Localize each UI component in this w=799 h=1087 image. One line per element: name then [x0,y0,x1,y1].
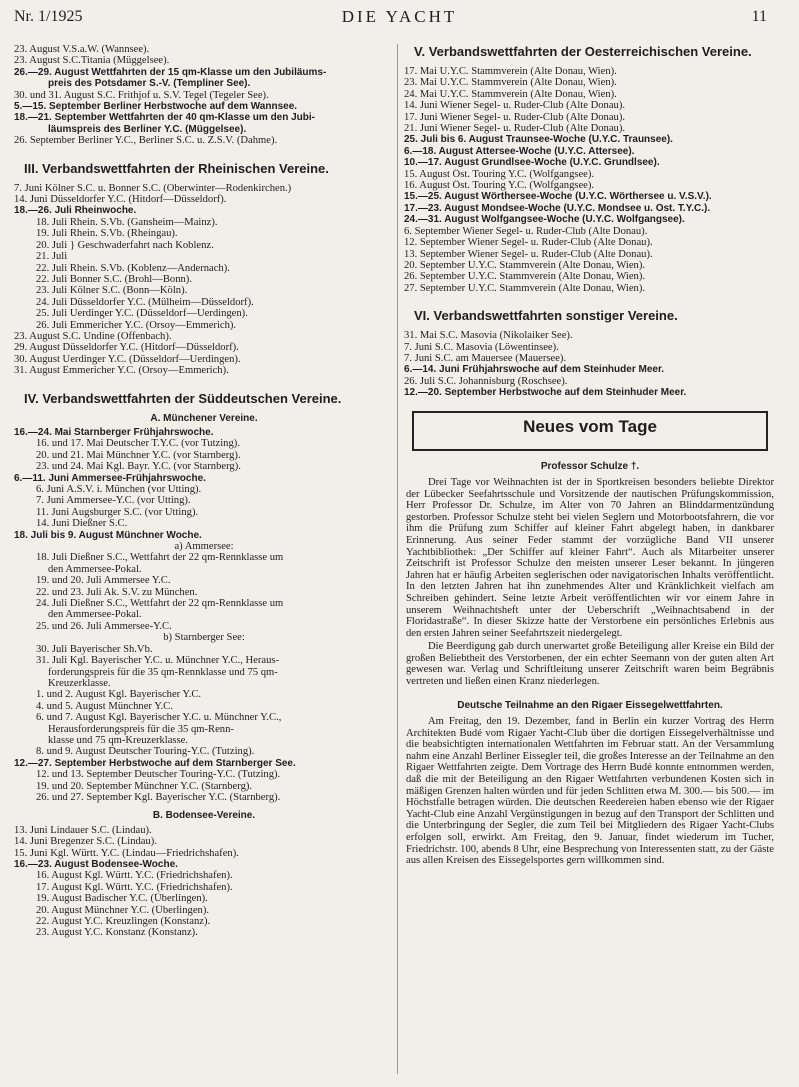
schedule-entry: 26. Juli S.C. Johannisburg (Roschsee). [404,375,568,387]
schedule-entry: 16. und 17. Mai Deutscher T.Y.C. (vor Tutzing). [36,438,240,450]
page-number: 11 [751,8,767,25]
schedule-entry: 7. Juni Ammersee-Y.C. (vor Utting). [36,495,191,507]
news-box-title: Neues vom Tage [523,416,657,436]
schedule-entry: 11. Juni Augsburger S.C. (vor Utting). [36,506,199,518]
schedule-entry: 18. Juli Dießner S.C., Wettfahrt der 22 qm-Rennklasse um [36,552,284,564]
schedule-entry: 20. August Münchner Y.C. (Überlingen). [36,904,210,916]
schedule-entry: klasse und 75 qm-Kreuzerklasse. [48,734,189,746]
schedule-entry: 25. und 26. Juli Ammersee-Y.C. [36,620,172,632]
schedule-entry: 26. und 27. September Kgl. Bayerischer Y.C. (Starnberg). [36,791,281,803]
schedule-entry: 12. und 13. September Deutscher Touring-Y.C. (Tutzing). [36,769,281,781]
schedule-entry: 19. und 20. September Münchner Y.C. (Starnberg). [36,780,253,792]
schedule-entry: 7. Juni S.C. Masovia (Löwentinsee). [404,341,559,353]
berlin-schedule [14,44,394,147]
schedule-entry: 23. und 24. Mai Kgl. Bayr. Y.C. (vor Starnberg). [36,461,241,473]
schedule-entry: 30. August Uerdinger Y.C. (Düsseldorf—Uerdingen). [14,353,241,365]
schedule-entry: 29. August Düsseldorfer Y.C. (Hitdorf—Düsseldorf). [14,342,239,354]
section-6-title: VI. Verbandswettfahrten sonstiger Vereine. [414,308,678,324]
schedule-entry: 22. und 23. Juli Ak. S.V. zu München. [36,586,198,598]
schedule-entry: 16. August Kgl. Württ. Y.C. (Friedrichshafen). [36,870,233,882]
schedule-entry: 22. Juli Bonner S.C. (Brohl—Bonn). [36,273,192,285]
schedule-entry: Herausforderungspreis für die 35 qm-Renn- [48,723,234,735]
schedule-entry: 13. September Wiener Segel- u. Ruder-Club (Alte Donau). [404,248,653,260]
schedule-entry: 14. Juni Dießner S.C. [36,518,128,530]
schedule-entry: 23. August S.C.Titania (Müggelsee). [14,55,170,67]
schedule-entry: 23. August V.S.a.W. (Wannsee). [14,44,150,55]
schedule-entry: 25. Juli Uerdinger Y.C. (Düsseldorf—Uerdingen). [36,308,248,320]
schedule-entry: 14. Juni Düsseldorfer Y.C. (Hitdorf—Düsseldorf). [14,194,227,206]
schedule-entry: 19. und 20. Juli Ammersee Y.C. [36,575,171,587]
schedule-entry: 6. Juni A.S.V. i. München (vor Utting). [36,484,202,495]
schedule-entry: 26. September Berliner Y.C., Berliner S.C. u. Z.S.V. (Dahme). [14,135,278,147]
schedule-entry: 20. Juli } Geschwaderfahrt nach Koblenz. [36,239,214,251]
schedule-entry: 26.—29. August Wettfahrten der 15 qm-Klasse um den Jubiläums- [14,66,327,78]
schedule-entry: Kreuzerklasse. [48,677,111,689]
schedule-entry: 15. Juni Kgl. Württ. Y.C. (Lindau—Friedrichshafen). [14,847,239,859]
schedule-entry: 21. Juni Wiener Segel- u. Ruder-Club (Alte Donau). [404,123,625,135]
schedule-entry: 7. Juni S.C. am Mauersee (Mauersee). [404,352,567,364]
schedule-entry: 19. August Badischer Y.C. (Überlingen). [36,893,208,905]
schedule-entry: 21. Juli [36,251,68,263]
schedule-entry: 24. Juli Dießner S.C., Wettfahrt der 22 qm-Rennklasse um [36,598,284,610]
schedule-entry: 25. Juli bis 6. August Traunsee-Woche (U.Y.C. Traunsee). [404,134,673,146]
schedule-entry: 16.—24. Mai Starnberger Frühjahrswoche. [14,426,214,438]
schedule-entry: 31. Juli Kgl. Bayerischer Y.C. u. Münchner Y.C., Heraus- [36,655,280,667]
schedule-entry: 22. Juli Rhein. S.Vb. (Koblenz—Andernach). [36,262,230,274]
section-4b-title: B. Bodensee-Vereine. [152,810,256,822]
schedule-entry: 17. August Kgl. Württ. Y.C. (Friedrichshafen). [36,881,233,893]
schedule-entry: 18. Juli bis 9. August Münchner Woche. [14,529,202,541]
article-1-title: Professor Schulze †. [540,460,640,472]
section-6-list [404,330,776,398]
schedule-entry: 6. September Wiener Segel- u. Ruder-Club (Alte Donau). [404,225,648,237]
schedule-entry: 18.—26. Juli Rheinwoche. [14,205,137,217]
schedule-entry: 6.—11. Juni Ammersee-Frühjahrswoche. [14,472,206,484]
schedule-entry: 10.—17. August Grundlsee-Woche (U.Y.C. Grundlsee). [404,157,660,169]
schedule-entry: 27. September U.Y.C. Stammverein (Alte Donau, Wien). [404,282,646,294]
schedule-entry: 31. August Emmericher Y.C. (Orsoy—Emmerich). [14,365,229,377]
schedule-entry: b) Starnberger See: [163,632,245,644]
section-4a-title: A. Münchener Vereine. [150,412,258,424]
schedule-entry: 23. August Y.C. Konstanz (Konstanz). [36,927,198,939]
schedule-entry: 23. August S.C. Undine (Offenbach). [14,330,172,342]
section-5-title: V. Verbandswettfahrten der Oesterreichischen Vereine. [414,44,752,59]
section-3-list [14,183,394,377]
schedule-entry: 30. Juli Bayerischer Sh.Vb. [36,643,153,655]
left-column [14,44,394,939]
schedule-entry: 24. Juli Düsseldorfer Y.C. (Mülheim—Düsseldorf). [36,296,254,308]
schedule-entry: 14. Juni Bregenzer S.C. (Lindau). [14,836,157,848]
schedule-entry: den Ammersee-Pokal. [48,563,142,575]
schedule-entry: 15. August Öst. Touring Y.C. (Wolfgangsee). [404,168,595,180]
schedule-entry: 5.—15. September Berliner Herbstwoche auf dem Wannsee. [14,101,298,113]
section-4-title: IV. Verbandswettfahrten der Süddeutschen Vereine. [24,390,342,406]
schedule-entry: 4. und 5. August Münchner Y.C. [36,700,173,712]
schedule-entry: 17.—23. August Mondsee-Woche (U.Y.C. Mondsee u. Öst. T.Y.C.). [404,202,711,214]
schedule-entry: 6.—18. August Attersee-Woche (U.Y.C. Attersee). [404,145,635,157]
schedule-entry: 6.—14. Juni Frühjahrswoche auf dem Steinhuder Meer. [404,364,665,376]
schedule-entry: 18.—21. September Wettfahrten der 40 qm-Klasse um den Jubi- [14,112,316,124]
schedule-entry: 30. und 31. August S.C. Frithjof u. S.V. Tegel (Tegeler See). [14,89,269,101]
schedule-entry: 23. Juli Kölner S.C. (Bonn—Köln). [36,285,188,297]
schedule-entry: 13. Juni Lindauer S.C. (Lindau). [14,824,152,836]
article-1-paragraph-2: Die Beerdigung gab durch unerwartet große Beteiligung aller Kreise ein Bild der großen Beliebtheit des Verstorbenen, der ein echter Seemann von der guten alten Art gewesen war. Verlag und Schriftleitung unserer Zeitschrift waren beim Begräbnis vertreten und ließen einen Kranz niederlegen. [406,641,774,688]
section-5-list [404,66,776,294]
schedule-entry: 26. Juli Emmericher Y.C. (Orsoy—Emmerich). [36,319,237,331]
column-divider [397,44,398,1074]
schedule-entry: 24.—31. August Wolfgangsee-Woche (U.Y.C. Wolfgangsee). [404,214,685,226]
schedule-entry: 14. Juni Wiener Segel- u. Ruder-Club (Alte Donau). [404,100,625,112]
schedule-entry: 17. Juni Wiener Segel- u. Ruder-Club (Alte Donau). [404,111,625,123]
schedule-entry: forderungspreis für die 35 qm-Rennklasse und 75 qm- [48,666,278,678]
schedule-entry: den Ammersee-Pokal. [48,609,142,621]
article-2-paragraph-1: Am Freitag, den 19. Dezember, fand in Berlin ein kurzer Vortrag des Herrn Architekten Budé vom Rigaer Yacht-Club über die dortigen Eissegelverhältnisse und die beabsichtigten internationalen Wettfahrten im Februar statt. An der Versammlung nahm eine Anzahl Berliner Eissegler teil, die großes Interesse an der Teilnahme an den Rigaer Wettfahrten zeigte. Dem Vortrage des Herrn Budé konnte entnommen werden, daß die mit der Beteiligung an den Rigaer Wettfahrten verbundenen Kosten sich in mäßigen Grenzen halten würden und für jeden Schlitten etwa M. 300.— bis 500.— im Höchstfalle betragen würden. Die deutschen Reedereien haben ebenso wie der Rigaer Yacht-Club eine Anzahl Vergünstigungen in bezug auf den Transport der Schlitten und die Unterbringung der Segler, die zum Teil bei Mitgliedern des Rigaer Yacht-Clubs erfolgen soll, erwirkt. Am Freitag, den 9. Januar, findet wiederum im Tucher, Friedrichstr. 100, abends 8 Uhr, eine Besprechung von Interessenten statt, zu der Gäste aus allen Kreisen des Eissegelsportes gern willkommen sind. [406,716,774,867]
schedule-entry: 12. September Wiener Segel- u. Ruder-Club (Alte Donau). [404,237,653,249]
schedule-entry: 18. Juli Rhein. S.Vb. (Gansheim—Mainz). [36,216,218,228]
right-column [404,44,776,869]
schedule-entry: 19. Juli Rhein. S.Vb. (Rheingau). [36,228,178,240]
news-box [412,411,768,451]
schedule-entry: 12.—27. September Herbstwoche auf dem Starnberger See. [14,757,296,769]
schedule-entry: 23. Mai U.Y.C. Stammverein (Alte Donau, Wien). [404,77,617,89]
schedule-entry: 22. August Y.C. Kreuzlingen (Konstanz). [36,916,211,928]
page-header [0,4,799,30]
schedule-entry: 6. und 7. August Kgl. Bayerischer Y.C. u. Münchner Y.C., [36,712,282,724]
schedule-entry: 12.—20. September Herbstwoche auf dem Steinhuder Meer. [404,387,687,399]
section-3-title: III. Verbandswettfahrten der Rheinischen Vereine. [24,160,329,176]
schedule-entry: 20. September U.Y.C. Stammverein (Alte Donau, Wien). [404,259,646,271]
article-1-paragraph-1: Drei Tage vor Weihnachten ist der in Sportkreisen besonders beliebte Direktor der Lübecker Seefahrtsschule und Vorsitzende der nautischen Prüfungskommission, Herr Professor Dr. Schulze, im Alter von 70 Jahren an Blinddarmentzündung gestorben. Professor Schulze steht bei vielen Seglern und Motorbootsfahrern, die vor ihm die Prüfung zum Schiffer auf kleiner Fahrt abgelegt haben, in dankbarer Erinnerung. Aus seiner Feder stammt der vorzügliche Band VII unserer Yachtbibliothek: „Der Schiffer auf kleiner Fahrt“. Auch als Mitarbeiter unserer Zeitschrift ist Professor Schulze den meisten unserer Leser bekannt. In jüngeren Jahren hat er häufig Arbeiten seglerischen oder navigatorischen Inhalts veröffentlicht. In den letzten Jahren hat ihn zunehmendes Alter und Kränklichkeit vielfach am Schreiben gehindert. Seine letzte Arbeit veröffentlichten wir vor einem Jahre in unserem Weihnachtsheft unter der Ueberschrift „Weihnachtsabend in der Floridastraße“. In dieser Skizze hatte der Verstorbene ein persönliches Erlebnis aus den ersten Jahren seiner Seefahrtszeit niedergelegt. [406,476,774,639]
journal-title: DIE YACHT [341,7,458,26]
schedule-entry: läumspreis des Berliner Y.C. (Müggelsee). [48,123,247,135]
schedule-entry: 16. August Öst. Touring Y.C. (Wolfgangsee). [404,180,595,192]
schedule-entry: 16.—23. August Bodensee-Woche. [14,859,178,870]
schedule-entry: 1. und 2. August Kgl. Bayerischer Y.C. [36,689,202,701]
section-4b-list [14,825,394,939]
schedule-entry: 24. Mai U.Y.C. Stammverein (Alte Donau, Wien). [404,88,617,100]
schedule-entry: 8. und 9. August Deutscher Touring-Y.C. (Tutzing). [36,746,255,758]
schedule-entry: 15.—25. August Wörthersee-Woche (U.Y.C. Wörthersee u. V.S.V.). [404,191,712,203]
schedule-entry: 17. Mai U.Y.C. Stammverein (Alte Donau, Wien). [404,66,617,77]
schedule-entry: preis des Potsdamer S.-V. (Templiner See). [48,78,251,90]
section-4a-list [14,427,394,803]
issue-number: Nr. 1/1925 [14,8,83,25]
schedule-entry: 31. Mai S.C. Masovia (Nikolaiker See). [404,330,573,342]
schedule-entry: a) Ammersee: [174,541,234,553]
article-2-title: Deutsche Teilnahme an den Rigaer Eissegelwettfahrten. [457,699,723,711]
schedule-entry: 20. und 21. Mai Münchner Y.C. (vor Starnberg). [36,449,241,461]
schedule-entry: 7. Juni Kölner S.C. u. Bonner S.C. (Oberwinter—Rodenkirchen.) [14,182,292,194]
schedule-entry: 26. September U.Y.C. Stammverein (Alte Donau, Wien). [404,271,646,283]
